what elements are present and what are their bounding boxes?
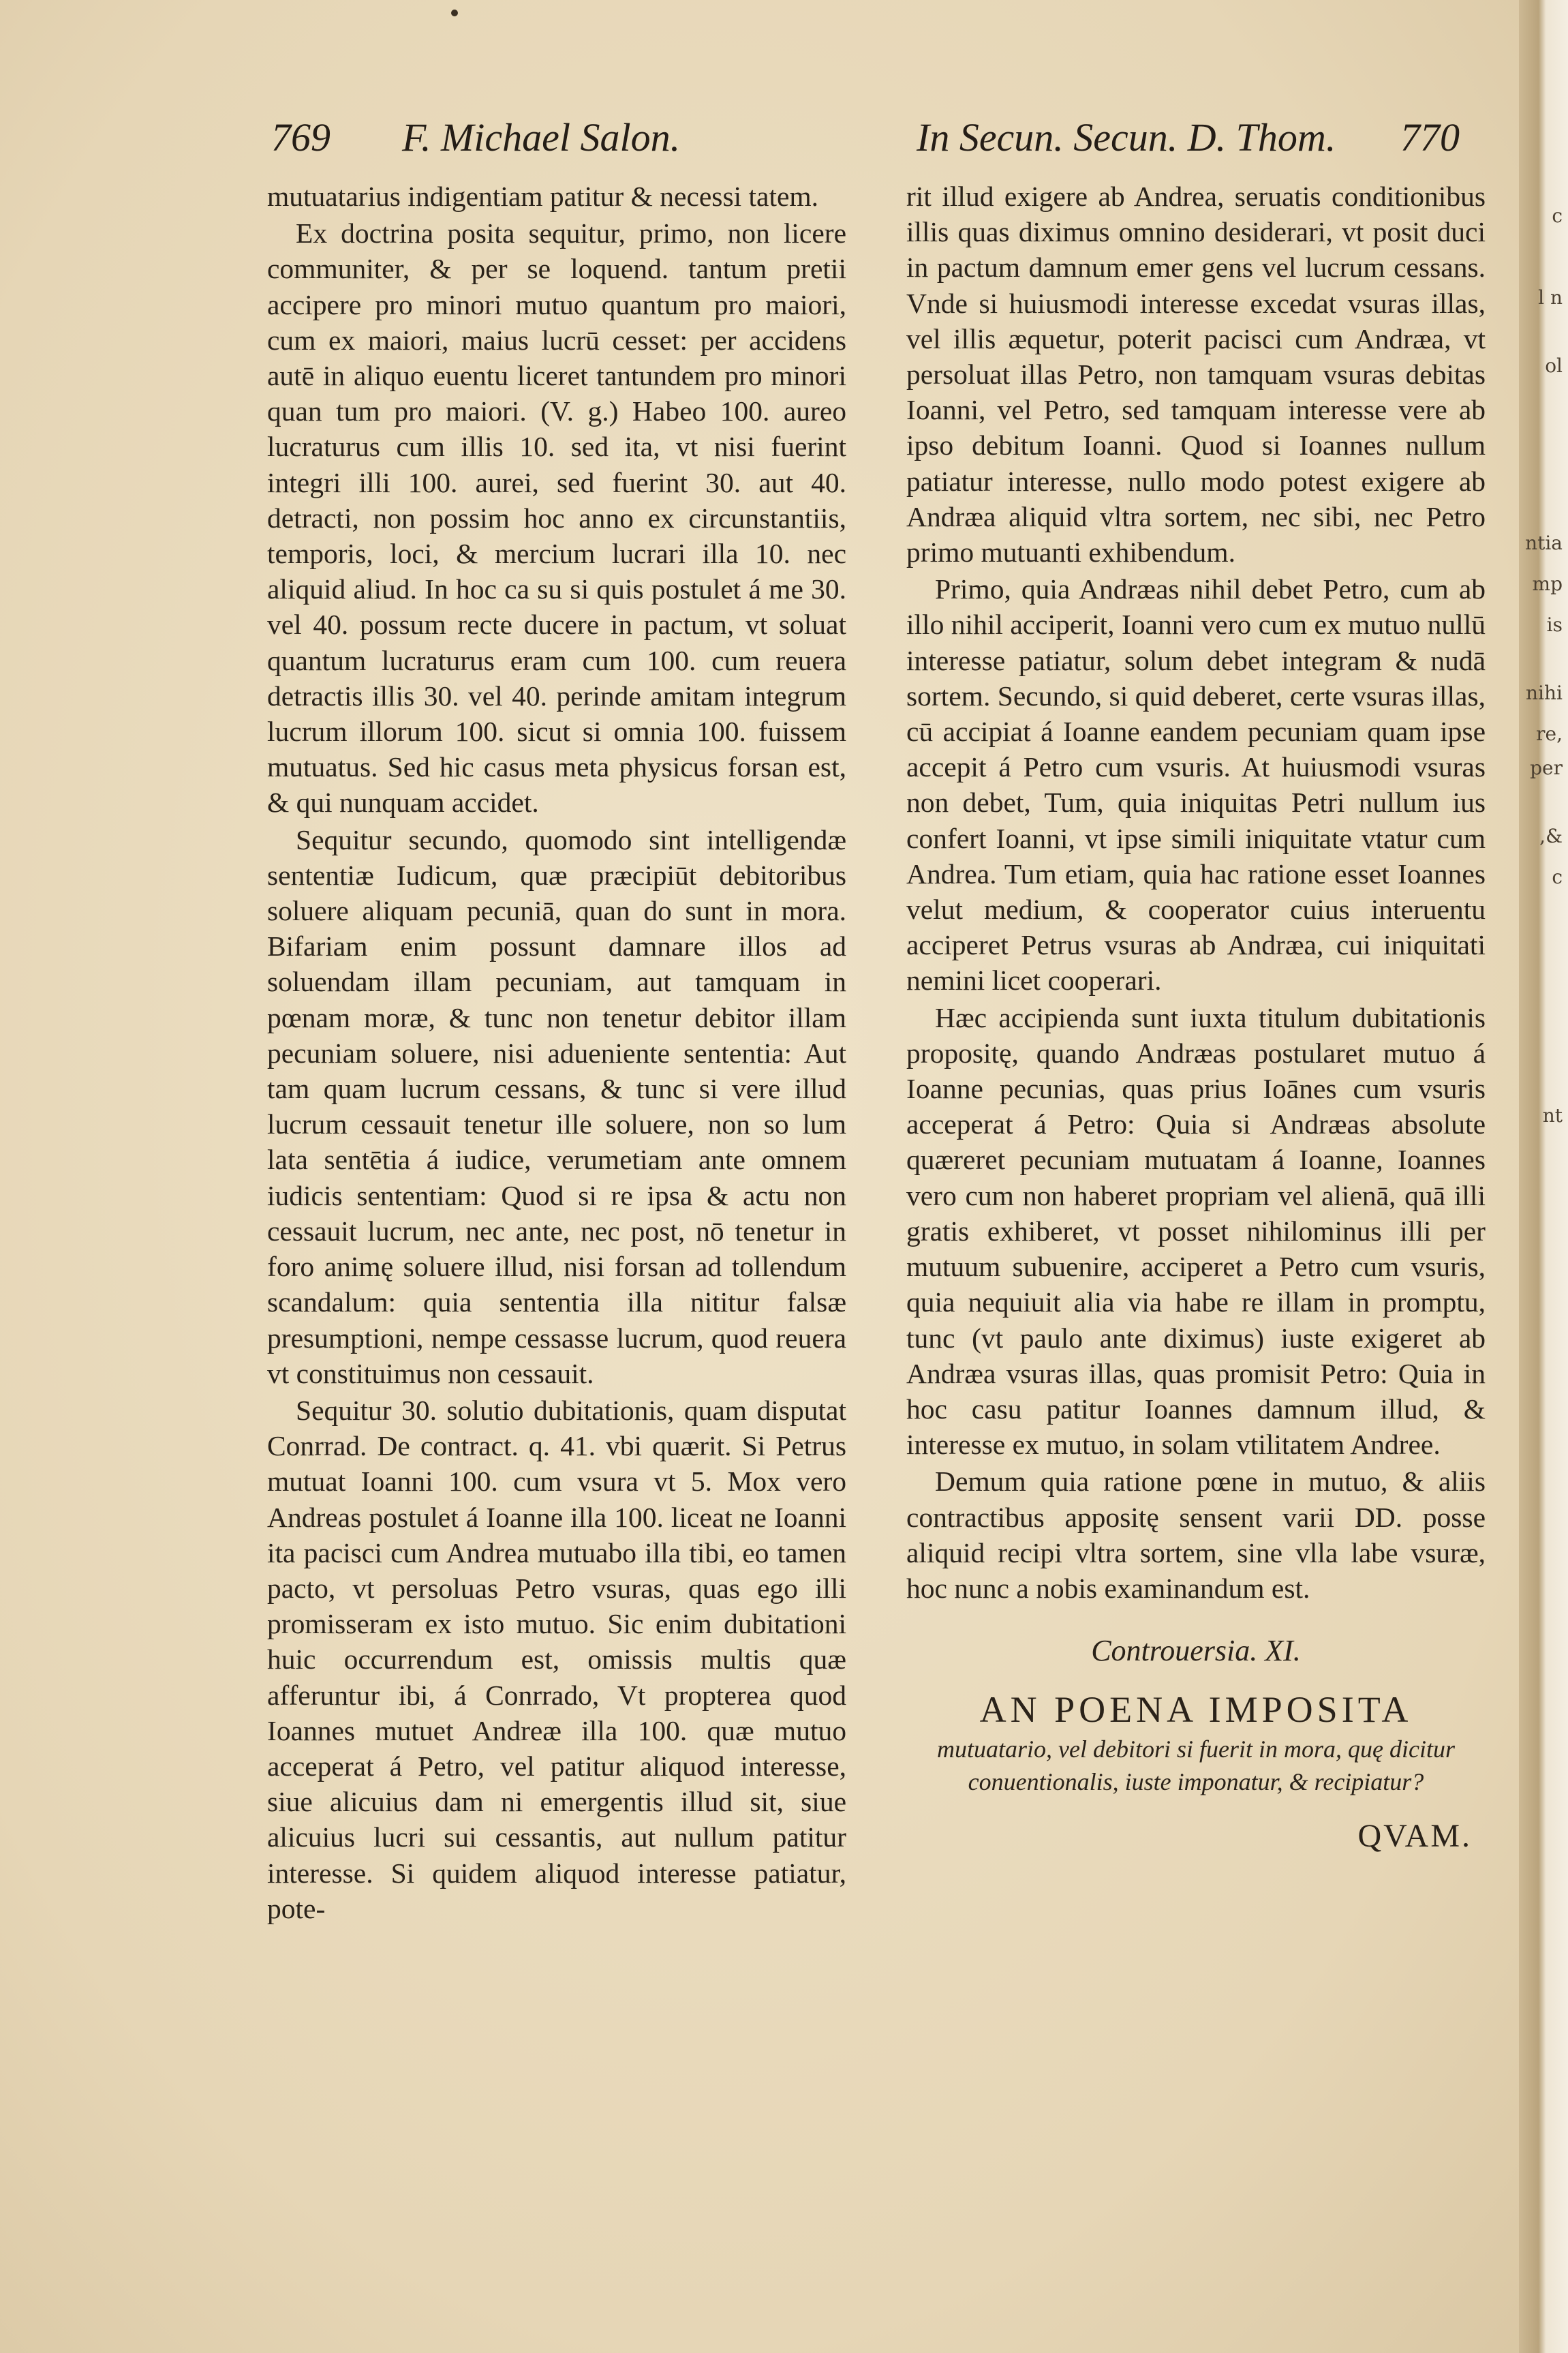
edge-fragment: ,& xyxy=(1539,825,1563,847)
right-column xyxy=(906,179,1486,1855)
paragraph: Sequitur secundo, quomodo sint intelligendæ sententiæ Iudicum, quæ præcipiūt debitoribus soluere aliquam pecuniā, quan do sunt in mora. Bifariam enim possunt damnare illos ad soluendam illam pecuniam, aut tamquam in pœnam moræ, & tunc non tenetur debitor illam pecuniam soluere, nisi adueniente sententia: Aut tam quam lucrum cessans, & tunc si vere illud lucrum cessauit tenetur ille soluere, non so lum lata sentētia á iudice, verumetiam ante omnem iudicis sententiam: Quod si re ipsa & actu non cessauit lucrum, nec ante, nec post, nō tenetur in foro animę soluere illud, nisi forsan ad tollendum scandalum: quia sententia illa nititur falsæ presumptioni, nempe cessasse lucrum, quod reuera vt constituimus non cessauit. xyxy=(267,823,846,1389)
paragraph: Sequitur 30. solutio dubitationis, quam disputat Conrrad. De contract. q. 41. vbi quærit. Si Petrus mutuat Ioanni 100. cum vsura vt 5. Mox vero Andreas postulet á Ioanne illa 100. liceat ne Ioanni ita pacisci cum Andrea mutuabo illa tibi, eo tamen pacto, vt persoluas Petro vsuras, quas ego illi promisseram ex isto mutuo. Sic enim dubitationi huic occurrendum est, omissis multis quæ afferuntur ibi, á Conrrado, Vt propterea quod Ioannes mutuet Andreæ illa 100. quæ mutuo acceperat á Petro, vel patitur aliquod interesse, siue alicuius dam ni emergentis illud sit, siue alicuius lucri sui cessantis, aut nullum patitur interesse. Si quidem aliquod interesse patiatur, pote- xyxy=(267,1394,846,1924)
left-page-number: 769 xyxy=(271,115,330,160)
right-running-title: In Secun. Secun. D. Thom. xyxy=(917,115,1336,160)
edge-fragment: l n xyxy=(1538,286,1563,309)
edge-fragment: per xyxy=(1530,757,1563,779)
edge-fragment: ol xyxy=(1545,354,1563,377)
right-page-number: 770 xyxy=(1400,115,1460,160)
catchword: QVAM. xyxy=(1357,1818,1472,1855)
left-column xyxy=(267,179,846,1928)
section-subtitle: mutuatario, vel debitori si fuerit in mora, quę dicitur conuentionalis, iuste imponatur, & recipiatur? xyxy=(937,1735,1455,1796)
ink-speck xyxy=(451,10,458,16)
paragraph: mutuatarius indigentiam patitur & necessi tatem. xyxy=(267,181,819,212)
edge-fragment: c xyxy=(1552,204,1563,227)
paragraph: Ex doctrina posita sequitur, primo, non licere communiter, & per se loquend. tantum pretii accipere pro minori mutuo quantum pro maiori, cum ex maiori, maius lucrū cesset: per accidens autē in aliquo euentu liceret tantundem pro minori quan tum pro maiori. (V. g.) Habeo 100. aureo lucraturus cum illis 10. sed ita, vt nisi fuerint integri illi 100. aurei, sed fuerint 30. aut 40. detracti, non possim hoc anno ex circunstantiis, temporis, loci, & mercium lucrari illa 10. nec aliquid aliud. In hoc ca su si quis postulet á me 30. vel 40. possum recte ducere in pactum, vt soluat quantum lucraturus eram cum 100. cum reuera detractis illis 30. vel 40. perinde amitam integrum lucrum illorum 100. sicut si omnia 100. fuissem mutuatus. Sed hic casus meta physicus forsan est, & qui nunquam accidet. xyxy=(267,217,846,819)
edge-fragment: c xyxy=(1552,866,1563,888)
paragraph: Hæc accipienda sunt iuxta titulum dubitationis propositę, quando Andræas postularet mutuo á Ioanne pecunias, quas prius Ioānes cum vsuris acceperat á Petro: Quia si Andræas absolute quæreret pecuniam mutuatam á Ioanne, Ioannes vero cum non haberet propriam vel alienā, quā illi gratis exhiberet, vt posset nihilominus illi per mutuum subuenire, acciperet a Petro cum vsuris, quia nequiuit alia via habe re illam in promptu, tunc (vt paulo ante diximus) iuste exigeret ab Andræa vsuras illas, quas promisit Petro: Quia in hoc casu patitur Ioannes damnum illud, & interesse ex mutuo, in solam vtilitatem Andree. xyxy=(906,1001,1486,1461)
section-title: AN POENA IMPOSITA xyxy=(979,1689,1413,1731)
edge-fragment: re, xyxy=(1536,723,1563,745)
left-running-title: F. Michael Salon. xyxy=(402,115,681,160)
paragraph: Demum quia ratione pœne in mutuo, & aliis contractibus appositę sensent varii DD. posse aliquid recipi vltra sortem, sine vlla labe vsuræ, hoc nunc a nobis examinandum est. xyxy=(906,1466,1486,1604)
edge-fragment: mp xyxy=(1532,573,1563,595)
edge-fragment: nt xyxy=(1542,1104,1563,1127)
adjacent-page-edge xyxy=(1519,0,1568,2353)
controversy-label: Controuersia. XI. xyxy=(1091,1634,1301,1668)
edge-fragment: is xyxy=(1546,613,1563,636)
edge-fragment: ntia xyxy=(1525,532,1563,554)
paragraph: Primo, quia Andræas nihil debet Petro, cum ab illo nihil acciperit, Ioanni vero cum ex mutuo nullū interesse patiatur, solum debet integram & nudā sortem. Secundo, si quid deberet, certe vsuras illas, cū accipiat á Ioanne eandem pecuniam quam ipse accepit á Petro cum vsuris. At huiusmodi vsuras non debet, Tum, quia iniquitas Petri nullum ius confert Ioanni, vt ipse simili iniquitate vtatur cum Andrea. Tum etiam, quia hac ratione esset Ioannes velut medium, & cooperator cuius interuentu acciperet Petrus vsuras ab Andræa, cui iniquitati nemini licet cooperari. xyxy=(906,573,1486,997)
edge-fragment: nihi xyxy=(1526,682,1563,704)
paragraph: rit illud exigere ab Andrea, seruatis conditionibus illis quas diximus omnino desiderari, vt posit duci in pactum damnum emer gens vel lucrum cessans. Vnde si huiusmodi interesse excedat vsuras illas, vel illis æquetur, poterit pacisci cum Andræa, vt persoluat illas Petro, non tamquam vsuras debitas Ioanni, vel Petro, sed tamquam interesse vere ab ipso debitum Ioanni. Quod si Ioannes nullum patiatur interesse, nullo modo potest exigere ab Andræa aliquid vltra sortem, nec sibi, nec Petro primo mutuanti exhibendum. xyxy=(906,181,1486,568)
